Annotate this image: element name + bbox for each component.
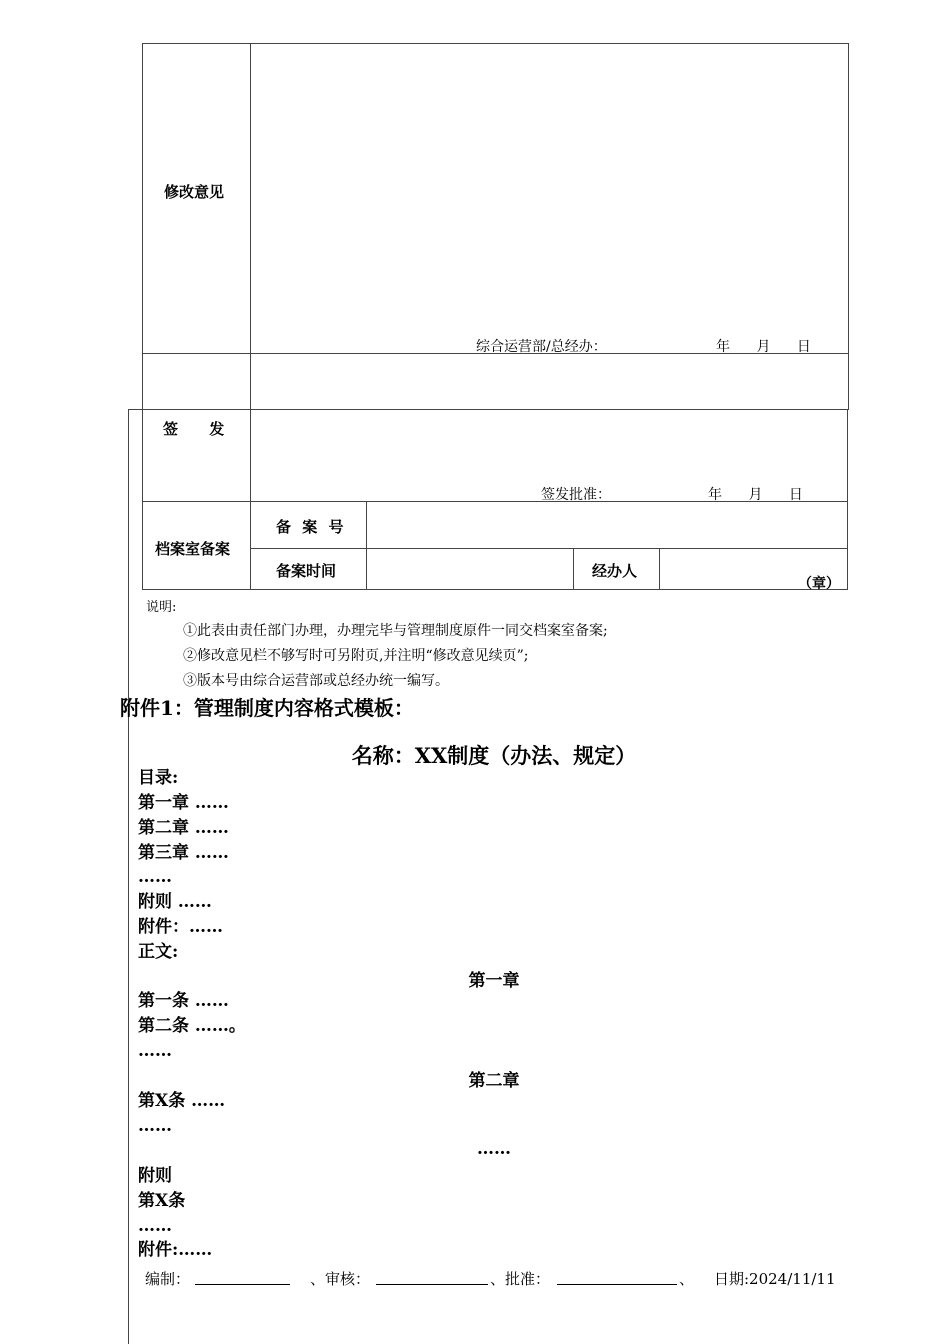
note-item: ③版本号由综合运营部或总经办统一编写。 bbox=[183, 673, 449, 689]
appendix-item: …… bbox=[138, 1216, 172, 1236]
attachment-title: 名称：XX制度（办法、规定） bbox=[351, 743, 637, 768]
opinion-signer: 综合运营部/总经办： bbox=[476, 339, 607, 355]
review-blank[interactable] bbox=[376, 1284, 488, 1285]
issue-label: 签 发 bbox=[163, 420, 225, 438]
article-item: 第X条 …… bbox=[138, 1091, 226, 1111]
review-label: 、审核： bbox=[310, 1270, 371, 1288]
notes-title: 说明: bbox=[146, 600, 177, 615]
article-item: …… bbox=[138, 1041, 172, 1061]
compile-label: 编制： bbox=[145, 1270, 191, 1288]
approve-label: 、批准： bbox=[490, 1270, 551, 1288]
opinion-label: 修改意见 bbox=[164, 183, 225, 201]
toc-label: 目录: bbox=[138, 768, 179, 788]
appendix-item: 附则 bbox=[138, 1166, 172, 1186]
article-item: …… bbox=[138, 1116, 172, 1136]
toc-item: 第二章 …… bbox=[138, 818, 229, 838]
note-item: ②修改意见栏不够写时可另附页,并注明“修改意见续页”; bbox=[183, 648, 529, 664]
seal-label: （章） bbox=[798, 576, 840, 592]
toc-item: 第三章 …… bbox=[138, 843, 229, 863]
appendix-item: 第X条 bbox=[138, 1191, 186, 1211]
chapter-heading: 第一章 bbox=[468, 971, 520, 991]
toc-item: 第一章 …… bbox=[138, 793, 229, 813]
archive-label: 档案室备案 bbox=[155, 540, 231, 558]
body-label: 正文: bbox=[138, 942, 179, 962]
attachment-heading: 附件1：管理制度内容格式模板： bbox=[120, 696, 414, 720]
record-time-label: 备案时间 bbox=[276, 562, 337, 580]
date-label: 日期:2024/11/11 bbox=[714, 1270, 836, 1288]
appendix-item: 附件:…… bbox=[138, 1240, 213, 1260]
ellipsis-center: …… bbox=[477, 1139, 511, 1159]
separator: 、 bbox=[679, 1270, 695, 1288]
toc-item: 附则 …… bbox=[138, 892, 212, 912]
note-item: ①此表由责任部门办理，办理完毕与管理制度原件一同交档案室备案; bbox=[183, 623, 608, 639]
record-no-label: 备 案 号 bbox=[276, 518, 344, 536]
toc-item: …… bbox=[138, 867, 172, 887]
handler-label: 经办人 bbox=[592, 562, 638, 580]
article-item: 第二条 ……。 bbox=[138, 1016, 246, 1036]
issue-signer: 签发批准： bbox=[541, 487, 611, 503]
issue-date: 年 月 日 bbox=[708, 487, 803, 503]
compile-blank[interactable] bbox=[195, 1284, 290, 1285]
article-item: 第一条 …… bbox=[138, 991, 229, 1011]
toc-item: 附件：…… bbox=[138, 917, 223, 937]
approve-blank[interactable] bbox=[557, 1284, 677, 1285]
opinion-date: 年 月 日 bbox=[716, 339, 811, 355]
chapter-heading: 第二章 bbox=[468, 1071, 520, 1091]
